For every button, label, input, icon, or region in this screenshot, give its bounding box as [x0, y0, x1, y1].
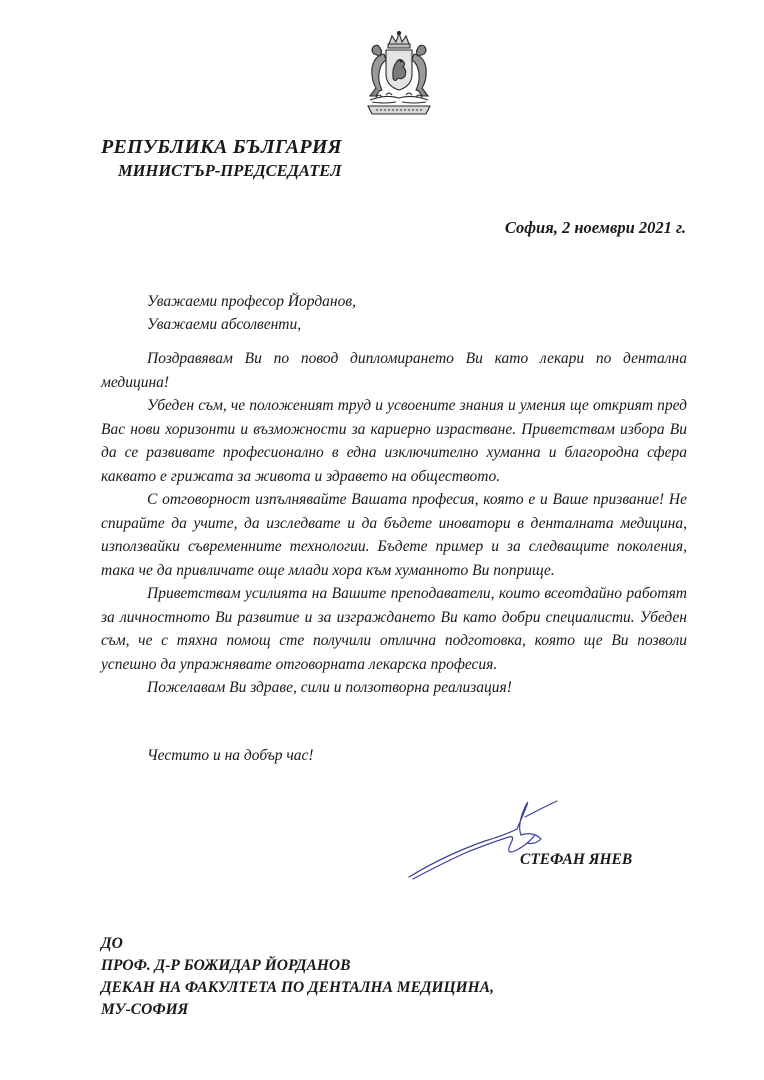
country-title: РЕПУБЛИКА БЪЛГАРИЯ — [101, 136, 342, 158]
letter-body — [101, 347, 687, 700]
body-paragraph: Убеден съм, че положеният труд и усвоените знания и умения ще открият пред Вас нови хоризонти и възможности за кариерно израстване. Приветствам избора Ви да се развивате професионално в една изключително хуманна и благородна сфера каквато е грижата за живота и здравето на обществото. — [101, 397, 687, 485]
addressee-line: ПРОФ. Д-Р БОЖИДАР ЙОРДАНОВ — [101, 957, 351, 974]
letter-date: София, 2 ноември 2021 г. — [504, 218, 686, 237]
closing-line: Честито и на добър час! — [147, 747, 314, 764]
body-paragraph: С отговорност изпълнявайте Вашата професия, която е и Ваше призвание! Не спирайте да учите, да изследвате и да бъдете иноватори в денталната медицина, използвайки съвременните технологии. Бъдете пример и за следващите поколения, така че да привличате още млади хора към хуманното Ви поприще. — [101, 491, 687, 579]
salutation — [147, 290, 356, 336]
salutation-line: Уважаеми абсолвенти, — [147, 316, 302, 333]
office-title: МИНИСТЪР-ПРЕДСЕДАТЕЛ — [118, 161, 342, 180]
addressee-line: ДЕКАН НА ФАКУЛТЕТА ПО ДЕНТАЛНА МЕДИЦИНА, — [101, 979, 494, 996]
addressee-line: МУ-СОФИЯ — [101, 1001, 189, 1018]
body-paragraph: Поздравявам Ви по повод дипломирането Ви като лекари по дентална медицина! — [101, 350, 687, 391]
body-paragraph: Приветствам усилията на Вашите преподаватели, които всеотдайно работят за личностното Ви развитие и за изграждането Ви като добри специалисти. Убеден съм, че с тяхна помощ сте получили отлична подготовка, която ще Ви позволи успешно да упражнявате отговорната лекарска професия. — [101, 585, 687, 673]
coat-of-arms-icon — [356, 30, 442, 120]
body-paragraph: Пожелавам Ви здраве, сили и ползотворна реализация! — [147, 679, 512, 696]
signer-name: СТЕФАН ЯНЕВ — [520, 851, 633, 868]
salutation-line: Уважаеми професор Йорданов, — [147, 293, 356, 310]
handwritten-signature — [405, 795, 575, 885]
addressee-line: ДО — [101, 935, 123, 952]
addressee-block — [101, 933, 494, 1021]
